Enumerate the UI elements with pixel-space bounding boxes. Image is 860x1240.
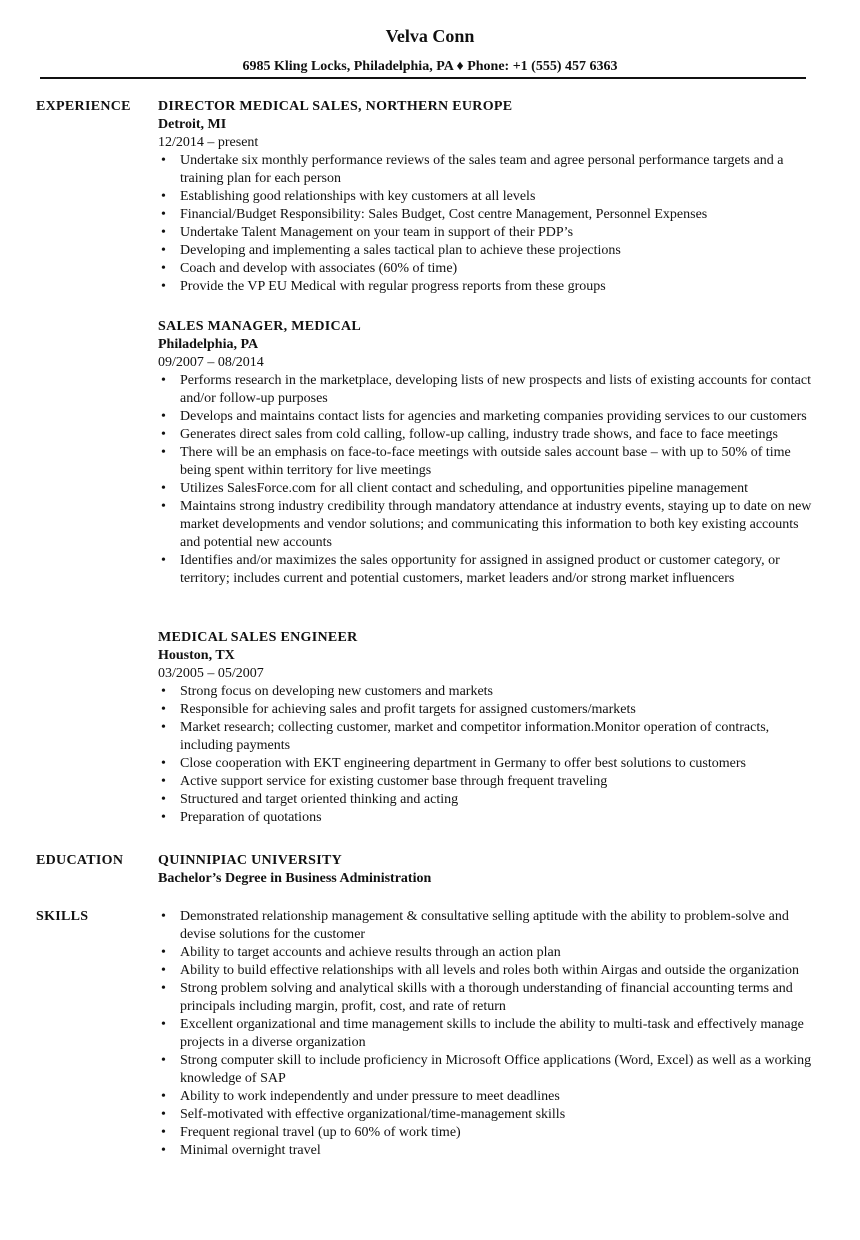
- bullet-dot-icon: •: [161, 243, 166, 258]
- bullet-dot-icon: •: [161, 1125, 166, 1140]
- bullet-dot-icon: •: [161, 225, 166, 240]
- bullet-item: [158, 962, 820, 980]
- bullet-dot-icon: •: [161, 279, 166, 294]
- job-title: DIRECTOR MEDICAL SALES, NORTHERN EUROPE: [158, 99, 513, 114]
- bullet-item: [158, 944, 820, 962]
- bullet-text: Undertake Talent Management on your team in support of their PDP’s: [180, 225, 574, 240]
- bullet-item: [158, 498, 820, 552]
- job-dates: 09/2007 – 08/2014: [158, 355, 264, 370]
- bullet-text: Strong computer skill to include proficiency in Microsoft Office applications (Word, Excel) as well as a working knowledge of SAP: [180, 1053, 812, 1086]
- bullet-dot-icon: •: [161, 427, 166, 442]
- bullet-item: [158, 1106, 820, 1124]
- bullet-text: Active support service for existing customer base through frequent traveling: [180, 774, 608, 789]
- bullet-item: [158, 444, 820, 480]
- job-title: SALES MANAGER, MEDICAL: [158, 319, 362, 334]
- bullet-dot-icon: •: [161, 945, 166, 960]
- bullet-text: Ability to work independently and under pressure to meet deadlines: [180, 1089, 560, 1104]
- bullet-item: [158, 1142, 820, 1160]
- section-label-education: EDUCATION: [36, 853, 124, 868]
- section-label-experience: EXPERIENCE: [36, 99, 131, 114]
- bullet-text: Identifies and/or maximizes the sales opportunity for assigned in assigned product or customer category, or territory; includes current and potential customers, market leaders and/or strong market influencers: [180, 553, 780, 586]
- bullet-item: [158, 224, 820, 242]
- contact-line: 6985 Kling Locks, Philadelphia, PA ♦ Phone: +1 (555) 457 6363: [242, 59, 618, 74]
- job-title: MEDICAL SALES ENGINEER: [158, 630, 358, 645]
- bullet-item: [158, 480, 820, 498]
- bullet-text: Structured and target oriented thinking and acting: [180, 792, 459, 807]
- bullet-item: [158, 755, 820, 773]
- bullet-dot-icon: •: [161, 702, 166, 717]
- bullet-text: Coach and develop with associates (60% of time): [180, 261, 458, 276]
- bullet-text: Ability to build effective relationships with all levels and roles both within Airgas and outside the organization: [180, 963, 800, 978]
- bullet-text: Excellent organizational and time management skills to include the ability to multi-task and effectively manage projects in a diverse organization: [180, 1017, 804, 1050]
- bullet-item: [158, 773, 820, 791]
- bullet-dot-icon: •: [161, 909, 166, 924]
- job-location: Philadelphia, PA: [158, 337, 259, 352]
- bullet-text: Performs research in the marketplace, developing lists of new prospects and lists of existing accounts for contact and/or follow-up purposes: [180, 373, 811, 406]
- bullet-dot-icon: •: [161, 553, 166, 568]
- bullet-text: Develops and maintains contact lists for agencies and marketing companies providing services to our customers: [180, 409, 807, 424]
- bullet-item: [158, 552, 820, 588]
- bullet-dot-icon: •: [161, 1089, 166, 1104]
- bullet-item: [158, 1088, 820, 1106]
- bullet-item: [158, 426, 820, 444]
- bullet-dot-icon: •: [161, 756, 166, 771]
- bullet-text: Utilizes SalesForce.com for all client contact and scheduling, and opportunities pipeline management: [180, 481, 748, 496]
- bullet-text: Establishing good relationships with key customers at all levels: [180, 189, 536, 204]
- experience-job-3: [158, 629, 820, 827]
- bullet-text: Developing and implementing a sales tactical plan to achieve these projections: [180, 243, 621, 258]
- bullet-item: [158, 188, 820, 206]
- bullet-item: [158, 260, 820, 278]
- bullet-item: [158, 152, 820, 188]
- bullet-dot-icon: •: [161, 445, 166, 460]
- skills-entry: [158, 908, 820, 1160]
- bullet-text: Ability to target accounts and achieve results through an action plan: [180, 945, 561, 960]
- bullet-text: Strong focus on developing new customers and markets: [180, 684, 493, 699]
- degree: Bachelor’s Degree in Business Administration: [158, 871, 432, 886]
- job-dates: 03/2005 – 05/2007: [158, 666, 264, 681]
- bullet-item: [158, 791, 820, 809]
- bullet-text: Self-motivated with effective organizational/time-management skills: [180, 1107, 566, 1122]
- job-location: Houston, TX: [158, 648, 235, 663]
- bullet-item: [158, 980, 820, 1016]
- bullet-text: Financial/Budget Responsibility: Sales Budget, Cost centre Management, Personnel Expenses: [180, 207, 708, 222]
- section-label-skills: SKILLS: [36, 909, 89, 924]
- bullet-dot-icon: •: [161, 774, 166, 789]
- bullet-dot-icon: •: [161, 373, 166, 388]
- bullet-text: Undertake six monthly performance reviews of the sales team and agree personal performance targets and a training plan for each person: [180, 153, 784, 186]
- bullet-item: [158, 1124, 820, 1142]
- bullet-text: Frequent regional travel (up to 60% of work time): [180, 1125, 461, 1140]
- bullet-item: [158, 719, 820, 755]
- bullet-text: Generates direct sales from cold calling, follow-up calling, industry trade shows, and face to face meetings: [180, 427, 778, 442]
- bullet-text: Preparation of quotations: [180, 810, 322, 825]
- bullet-dot-icon: •: [161, 963, 166, 978]
- bullet-text: Close cooperation with EKT engineering department in Germany to offer best solutions to customers: [180, 756, 746, 771]
- bullet-item: [158, 683, 820, 701]
- bullet-text: Strong problem solving and analytical skills with a thorough understanding of financial accounting terms and principals including margin, profit, cost, and rate of return: [180, 981, 793, 1014]
- bullet-dot-icon: •: [161, 720, 166, 735]
- job-bullets: [158, 372, 820, 588]
- header-divider: [40, 77, 806, 79]
- experience-job-2: [158, 318, 820, 588]
- bullet-dot-icon: •: [161, 409, 166, 424]
- skills-list: [158, 908, 820, 1160]
- bullet-text: Demonstrated relationship management & consultative selling aptitude with the ability to problem-solve and devise solutions for the customer: [180, 909, 789, 942]
- bullet-item: [158, 408, 820, 426]
- bullet-dot-icon: •: [161, 1053, 166, 1068]
- bullet-dot-icon: •: [161, 810, 166, 825]
- bullet-text: Minimal overnight travel: [180, 1143, 321, 1158]
- job-dates: 12/2014 – present: [158, 135, 259, 150]
- bullet-item: [158, 206, 820, 224]
- job-bullets: [158, 152, 820, 296]
- bullet-dot-icon: •: [161, 189, 166, 204]
- bullet-dot-icon: •: [161, 207, 166, 222]
- bullet-item: [158, 809, 820, 827]
- bullet-dot-icon: •: [161, 684, 166, 699]
- bullet-item: [158, 372, 820, 408]
- job-location: Detroit, MI: [158, 117, 227, 132]
- bullet-dot-icon: •: [161, 481, 166, 496]
- candidate-name: Velva Conn: [385, 26, 475, 46]
- bullet-item: [158, 242, 820, 260]
- bullet-item: [158, 278, 820, 296]
- bullet-item: [158, 1052, 820, 1088]
- bullet-item: [158, 701, 820, 719]
- education-entry: [158, 852, 820, 888]
- bullet-item: [158, 1016, 820, 1052]
- bullet-text: Maintains strong industry credibility through mandatory attendance at industry events, staying up to date on new market developments and vendor solutions; and communicating this information to both key existing accounts and potential new accounts: [180, 499, 812, 550]
- school-name: QUINNIPIAC UNIVERSITY: [158, 853, 343, 868]
- bullet-dot-icon: •: [161, 1143, 166, 1158]
- bullet-dot-icon: •: [161, 261, 166, 276]
- bullet-dot-icon: •: [161, 1017, 166, 1032]
- job-bullets: [158, 683, 820, 827]
- bullet-dot-icon: •: [161, 1107, 166, 1122]
- bullet-dot-icon: •: [161, 981, 166, 996]
- bullet-dot-icon: •: [161, 153, 166, 168]
- bullet-text: Market research; collecting customer, market and competitor information.Monitor operation of contracts, including payments: [180, 720, 770, 753]
- bullet-text: Responsible for achieving sales and profit targets for assigned customers/markets: [180, 702, 636, 717]
- bullet-text: Provide the VP EU Medical with regular progress reports from these groups: [180, 279, 606, 294]
- bullet-dot-icon: •: [161, 499, 166, 514]
- bullet-text: There will be an emphasis on face-to-face meetings with outside sales account base – with up to 50% of time being spent within territory for live meetings: [180, 445, 791, 478]
- bullet-dot-icon: •: [161, 792, 166, 807]
- bullet-item: [158, 908, 820, 944]
- experience-job-1: [158, 98, 820, 296]
